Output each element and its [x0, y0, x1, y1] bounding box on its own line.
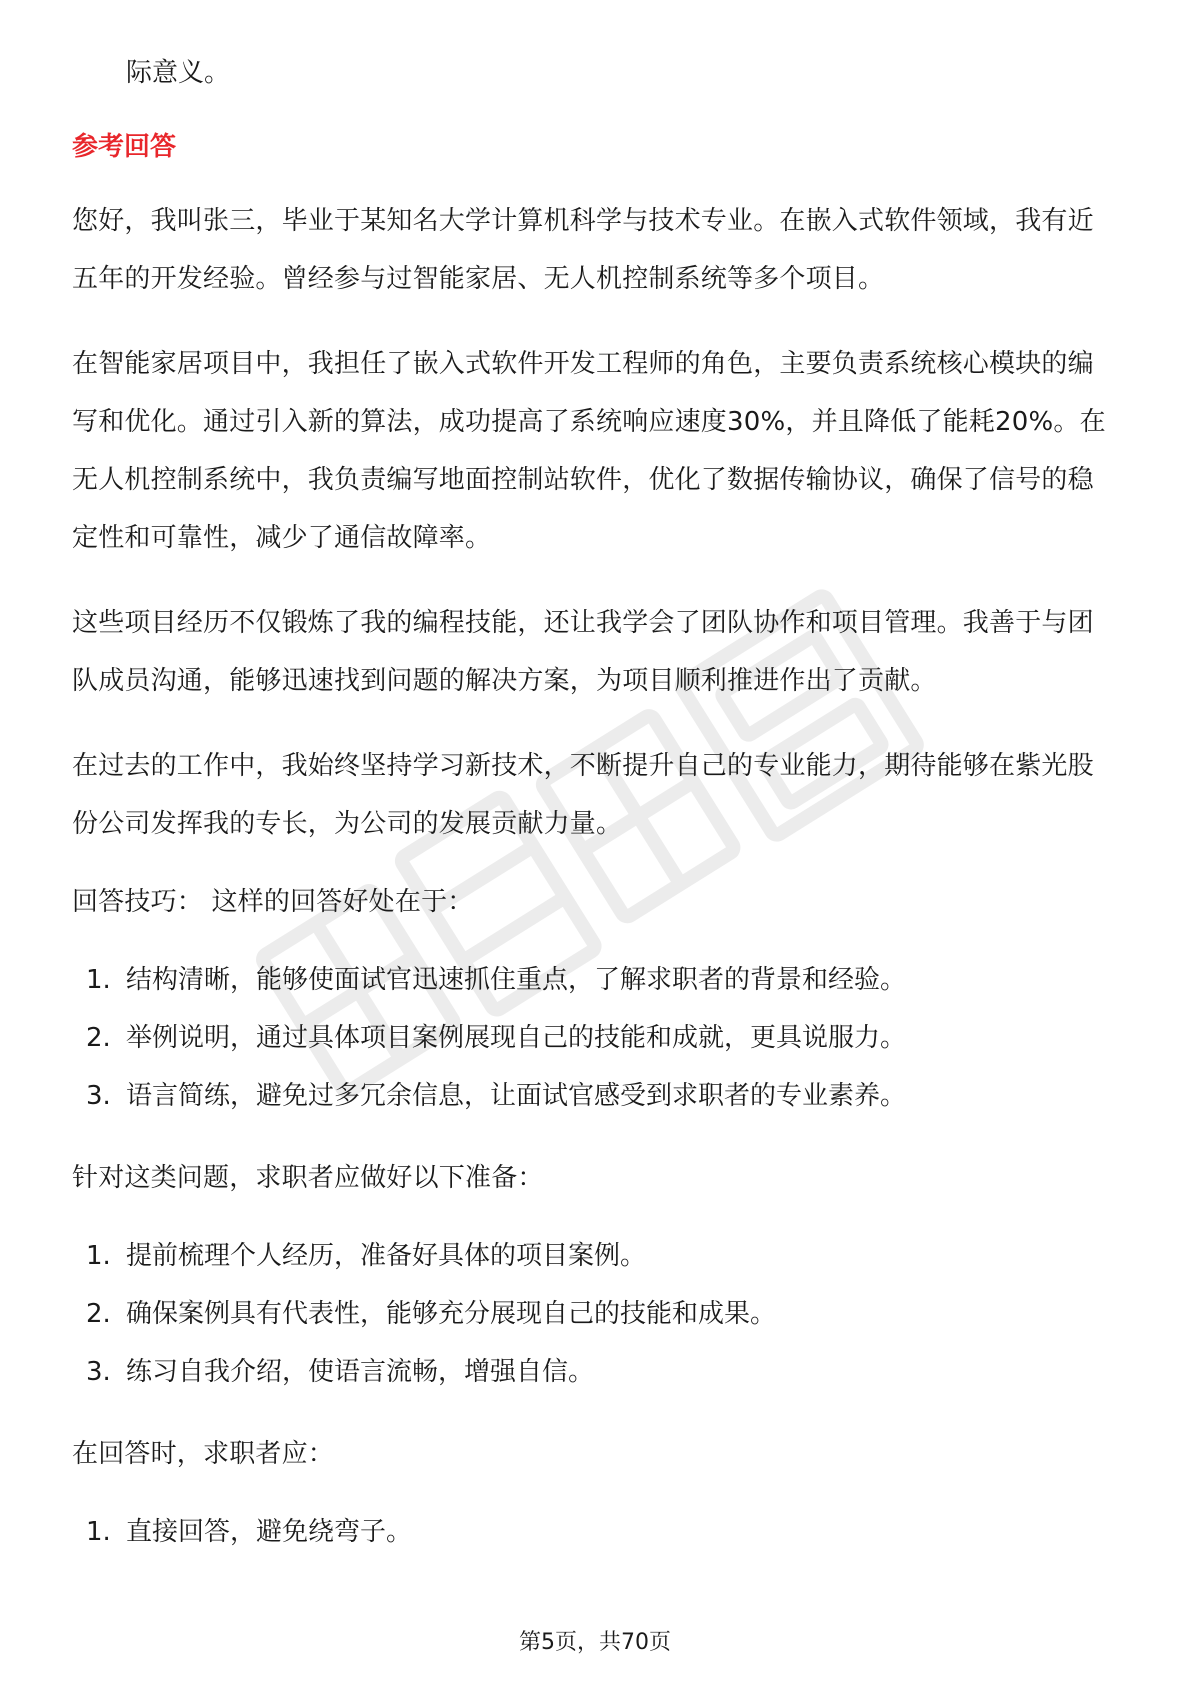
list-number: 2. [86, 1299, 111, 1329]
answer-list [72, 1503, 1118, 1561]
list-number: 1. [86, 1517, 111, 1547]
list-text: 直接回答，避免绕弯子。 [126, 1517, 413, 1547]
tips-list [72, 951, 1118, 1125]
list-item [72, 1285, 1118, 1343]
list-text: 练习自我介绍，使语言流畅，增强自信。 [126, 1357, 595, 1387]
list-text: 举例说明，通过具体项目案例展现自己的技能和成就，更具说服力。 [126, 1023, 907, 1053]
list-text: 确保案例具有代表性，能够充分展现自己的技能和成果。 [126, 1299, 777, 1329]
list-number: 1. [86, 1241, 111, 1271]
list-number: 1. [86, 965, 111, 995]
continuation-text: 际意义。 [126, 58, 231, 88]
tips-intro: 回答技巧： 这样的回答好处在于： [72, 887, 474, 917]
answer-paragraph-2: 在智能家居项目中，我担任了嵌入式软件开发工程师的角色，主要负责系统核心模块的编写和优化。通过引入新的算法，成功提高了系统响应速度30%，并且降低了能耗20%。在无人机控制系统中，我负责编写地面控制站软件，优化了数据传输协议，确保了信号的稳定性和可靠性，减少了通信故障率。 [72, 349, 1106, 553]
list-item [72, 1009, 1118, 1067]
list-text: 语言简练，避免过多冗余信息，让面试官感受到求职者的专业素养。 [126, 1081, 907, 1111]
answer-paragraph-4: 在过去的工作中，我始终坚持学习新技术，不断提升自己的专业能力，期待能够在紫光股份公司发挥我的专长，为公司的发展贡献力量。 [72, 751, 1094, 839]
page-footer: 第5页，共70页 [519, 1630, 671, 1655]
list-item [72, 1343, 1118, 1401]
answer-paragraph-3: 这些项目经历不仅锻炼了我的编程技能，还让我学会了团队协作和项目管理。我善于与团队成员沟通，能够迅速找到问题的解决方案，为项目顺利推进作出了贡献。 [72, 608, 1094, 696]
list-text: 结构清晰，能够使面试官迅速抓住重点，了解求职者的背景和经验。 [126, 965, 907, 995]
answer-paragraph-1: 您好，我叫张三，毕业于某知名大学计算机科学与技术专业。在嵌入式软件领域，我有近五年的开发经验。曾经参与过智能家居、无人机控制系统等多个项目。 [72, 206, 1094, 294]
list-number: 3. [86, 1357, 111, 1387]
list-item [72, 1067, 1118, 1125]
prep-list [72, 1227, 1118, 1401]
list-item [72, 1503, 1118, 1561]
list-item [72, 951, 1118, 1009]
section-heading: 参考回答 [72, 132, 177, 162]
list-text: 提前梳理个人经历，准备好具体的项目案例。 [126, 1241, 647, 1271]
answer-intro: 在回答时，求职者应： [72, 1439, 335, 1469]
content-area [72, 46, 1118, 1585]
list-item [72, 1227, 1118, 1285]
prep-intro: 针对这类问题，求职者应做好以下准备： [72, 1163, 544, 1193]
list-number: 2. [86, 1023, 111, 1053]
list-number: 3. [86, 1081, 111, 1111]
